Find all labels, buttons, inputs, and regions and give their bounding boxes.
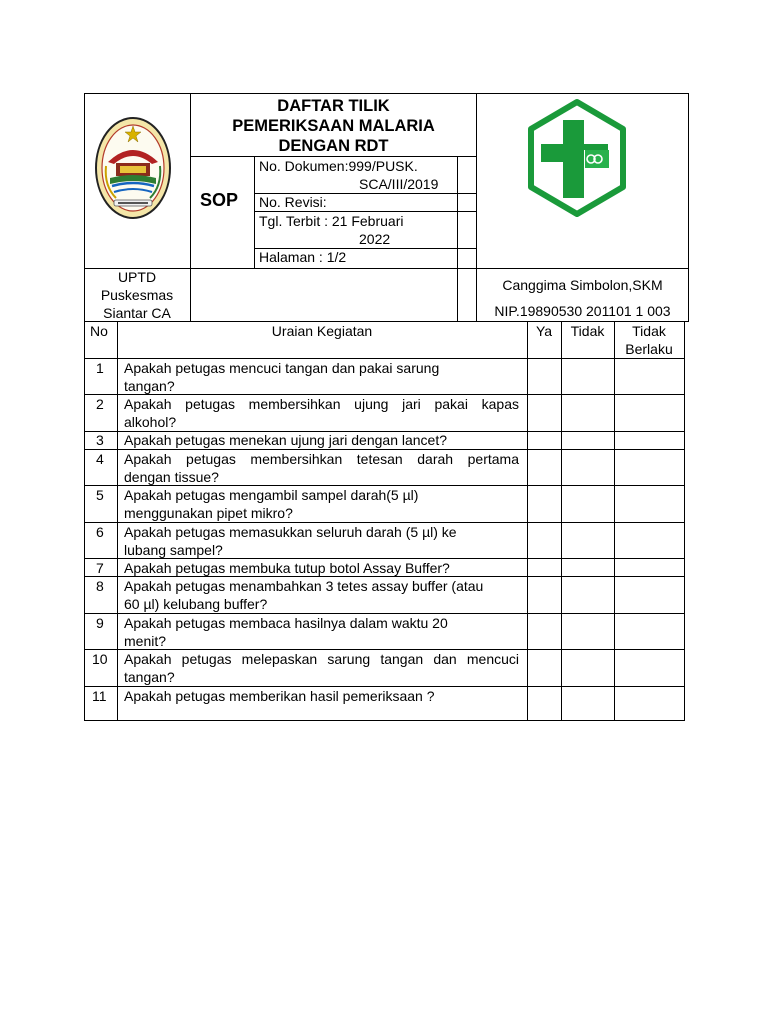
row-2-text: Apakah petugas membersihkan ujung jari pakai kapas (124, 396, 519, 412)
row-3-text: Apakah petugas menekan ujung jari dengan lancet? (124, 432, 448, 448)
uptd-line-1: UPTD (117, 269, 157, 285)
row-1-no: 1 (96, 360, 104, 376)
header-tidak: Tidak (570, 323, 605, 339)
header-ya: Ya (535, 323, 553, 339)
uptd-line-2: Puskesmas (100, 287, 174, 303)
row-2-no: 2 (96, 396, 104, 412)
row-6-no: 6 (96, 524, 104, 540)
row-2-text-cont: alkohol? (124, 414, 177, 430)
row-11-no: 11 (92, 688, 107, 704)
row-7-text: Apakah petugas membuka tutup botol Assay Buffer? (124, 560, 450, 576)
document-title-line-2: PEMERIKSAAN MALARIA (232, 117, 435, 135)
row-8-text-cont: 60 µl) kelubang buffer? (124, 596, 268, 612)
row-10-no: 10 (92, 651, 108, 667)
issue-date-label: Tgl. Terbit : 21 Februari (259, 213, 404, 229)
row-1-text-cont: tangan? (124, 378, 175, 394)
row-11-text: Apakah petugas memberikan hasil pemeriksaan ? (124, 688, 435, 704)
row-5-no: 5 (96, 487, 104, 503)
row-7-no: 7 (96, 560, 104, 576)
document-number-label: No. Dokumen:999/PUSK. (259, 158, 418, 174)
header-uraian-kegiatan: Uraian Kegiatan (271, 323, 373, 339)
row-10-text: Apakah petugas melepaskan sarung tangan dan mencuci (124, 651, 519, 667)
regional-emblem-logo (94, 116, 172, 220)
document-title-line-3: DENGAN RDT (278, 137, 389, 155)
row-3-no: 3 (96, 432, 104, 448)
row-9-text: Apakah petugas membaca hasilnya dalam waktu 20 (124, 615, 448, 631)
header-tidak-berlaku-2: Berlaku (625, 341, 673, 357)
page-label: Halaman : 1/2 (259, 249, 347, 265)
uptd-line-3: Siantar CA (103, 305, 171, 321)
puskesmas-logo (526, 98, 628, 218)
row-4-no: 4 (96, 451, 104, 467)
header-tidak-berlaku-1: Tidak (632, 323, 666, 339)
document-title-line-1: DAFTAR TILIK (277, 97, 390, 115)
row-9-text-cont: menit? (124, 633, 167, 649)
row-6-text: Apakah petugas memasukkan seluruh darah (5 µl) ke (124, 524, 457, 540)
row-1-text: Apakah petugas mencuci tangan dan pakai sarung (124, 360, 440, 376)
row-6-text-cont: lubang sampel? (124, 542, 223, 558)
row-4-text-cont: dengan tissue? (124, 469, 219, 485)
row-5-text: Apakah petugas mengambil sampel darah(5 µl) (124, 487, 419, 503)
row-8-no: 8 (96, 578, 104, 594)
header-no: No (90, 323, 108, 339)
issue-date-year: 2022 (359, 231, 391, 247)
document-number-value: SCA/III/2019 (359, 176, 439, 192)
official-nip: NIP.19890530 201101 1 003 (494, 303, 671, 319)
revision-label: No. Revisi: (259, 194, 327, 210)
sop-label: SOP (200, 190, 239, 210)
official-name: Canggima Simbolon,SKM (502, 277, 663, 293)
row-5-text-cont: menggunakan pipet mikro? (124, 505, 293, 521)
row-9-no: 9 (96, 615, 104, 631)
row-8-text: Apakah petugas menambahkan 3 tetes assay buffer (atau (124, 578, 484, 594)
row-4-text: Apakah petugas membersihkan tetesan darah pertama (124, 451, 519, 467)
row-10-text-cont: tangan? (124, 669, 175, 685)
